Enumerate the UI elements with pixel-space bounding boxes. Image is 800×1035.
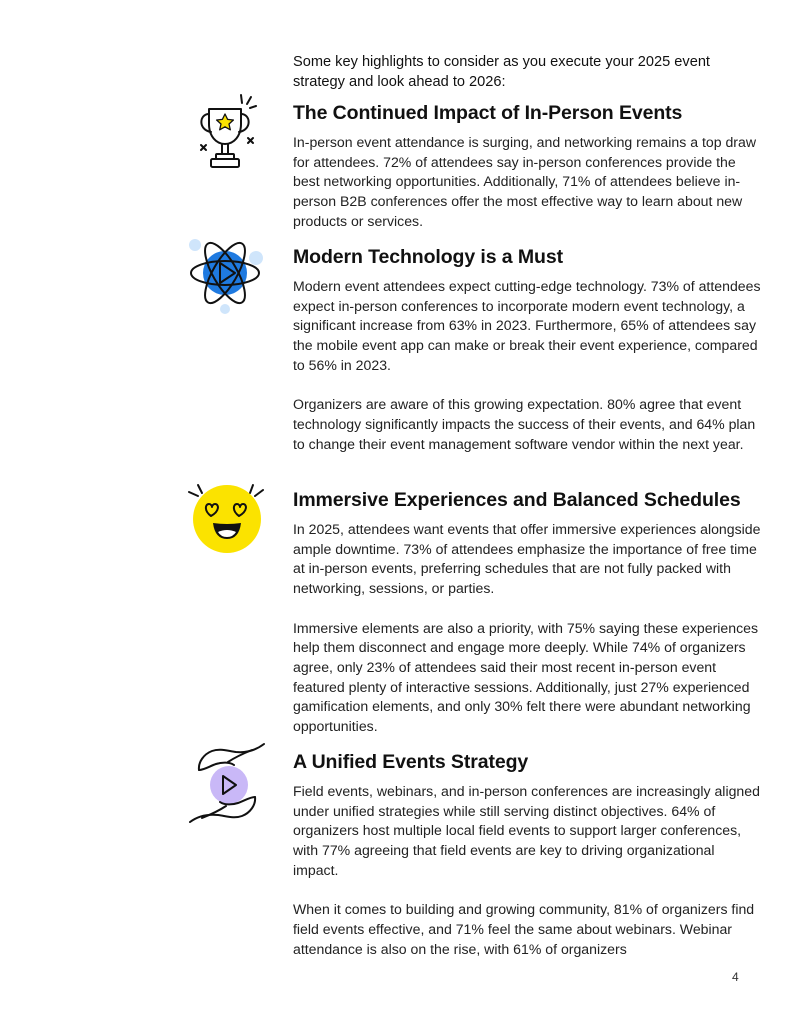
hands-play-icon — [186, 740, 268, 828]
trophy-icon — [193, 92, 263, 172]
section-paragraph: Immersive elements are also a priority, with 75% saying these experiences help them disconnect and engage more deeply. While 74% of organizers agree, only 23% of attendees said their most recent in-person event featured plenty of interactive sessions. Additionally, just 27% experienced gamification elements, and only 30% felt there were abundant networking opportunities. — [293, 619, 759, 735]
section-title: The Continued Impact of In-Person Events — [293, 102, 683, 124]
section-paragraph: Organizers are aware of this growing expectation. 80% agree that event technology significantly impacts the success of their events, and 64% plan to change their event management software vendor within the next year. — [293, 396, 756, 452]
section-unified-strategy — [293, 750, 763, 979]
section-paragraph: When it comes to building and growing community, 81% of organizers find field events effective, and 71% feel the same about webinars. Webinar attendance is also on the rise, with 61% of organizers — [293, 901, 755, 957]
heart-eyes-emoji-icon — [187, 481, 267, 557]
section-paragraph: In 2025, attendees want events that offer immersive experiences alongside ample downtime. 73% of attendees emphasize the importance of free time at in-person events, preferring schedules that are not fully packed with networking, sessions, or parties. — [293, 521, 761, 597]
section-paragraph: Modern event attendees expect cutting-edge technology. 73% of attendees expect in-person conferences to incorporate modern event technology, a significant increase from 63% in 2023. Furthermore, 65% of attendees say the mobile event app can make or break their event experience, compared to 56% in 2023. — [293, 278, 761, 373]
section-in-person-events — [293, 101, 763, 251]
atom-play-icon — [186, 236, 266, 316]
section-title: Immersive Experiences and Balanced Schedules — [293, 489, 741, 511]
section-title: A Unified Events Strategy — [293, 751, 529, 773]
page-number: 4 — [732, 970, 739, 984]
section-modern-technology — [293, 245, 763, 474]
section-paragraph: In-person event attendance is surging, and networking remains a top draw for attendees. 72% of attendees say in-person conferences provide the best networking opportunities. Additionally, 71% of attendees believe in-person B2B conferences offer the most effective way to learn about new products or services. — [293, 134, 757, 229]
section-immersive-experiences — [293, 488, 763, 756]
intro-text: Some key highlights to consider as you execute your 2025 event strategy and look ahead to 2026: — [293, 54, 710, 90]
section-title: Modern Technology is a Must — [293, 246, 563, 268]
section-paragraph: Field events, webinars, and in-person conferences are increasingly aligned under unified strategies while still serving distinct objectives. 64% of organizers host multiple local field events to support larger conferences, with 77% agreeing that field events are key to driving organizational impact. — [293, 783, 760, 878]
